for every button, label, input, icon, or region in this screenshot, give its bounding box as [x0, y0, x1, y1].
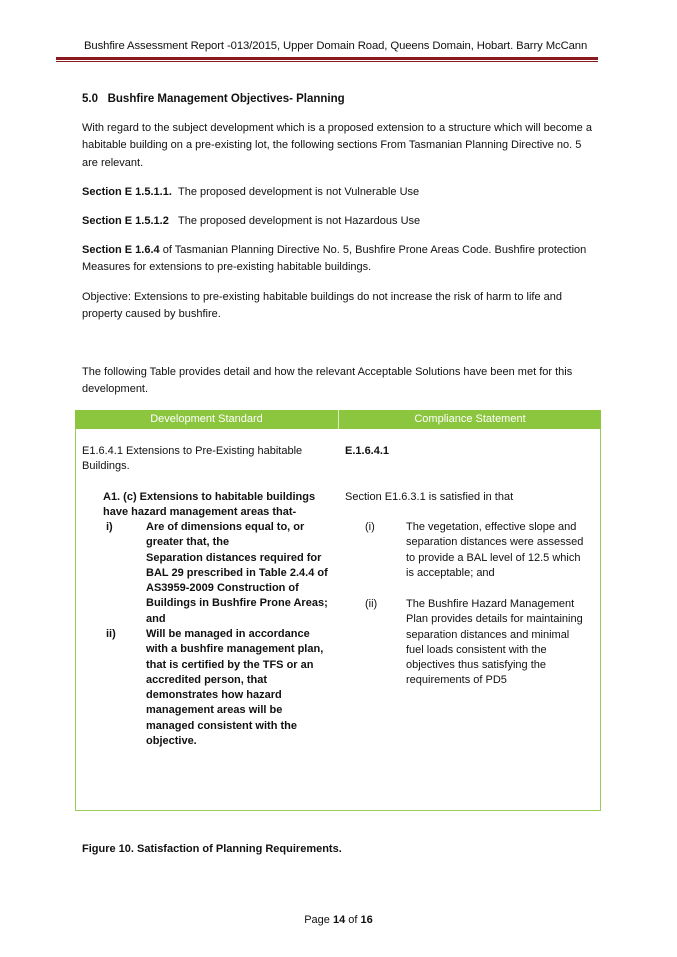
standard-item-ii-line: managed consistent with the	[146, 719, 297, 732]
page-total: 16	[360, 914, 373, 926]
compliance-item-i	[406, 520, 598, 581]
compliance-item-i-number: (i)	[365, 521, 375, 533]
section-e1511-text: The proposed development is not Vulnerable Use	[178, 186, 420, 198]
page-word: Page	[304, 914, 330, 926]
standard-item-ii-line: demonstrates how hazard	[146, 689, 282, 702]
of-word: of	[348, 914, 358, 926]
standard-item-ii-line: accredited person, that	[146, 673, 268, 686]
standard-title-line: Buildings.	[82, 460, 130, 473]
standard-item-ii-number: ii)	[106, 628, 116, 640]
header-rule-thin	[56, 61, 598, 62]
compliance-item-i-line: The vegetation, effective slope and	[406, 521, 577, 533]
section-e1512	[82, 213, 597, 230]
standard-item-i-line: greater that, the	[146, 536, 230, 549]
page-footer	[0, 914, 677, 926]
standard-item-i-line: Separation distances required for	[146, 551, 322, 564]
compliance-item-ii-line: fuel loads consistent with the	[406, 643, 547, 656]
table-header-development-standard: Development Standard	[150, 413, 263, 425]
standard-item-ii	[146, 627, 336, 749]
section-number: 5.0	[82, 93, 98, 105]
section-heading	[82, 93, 345, 105]
standard-item-i-number: i)	[106, 521, 113, 533]
header-rule-thick	[56, 57, 598, 60]
compliance-lead: Section E1.6.3.1 is satisfied in that	[345, 491, 514, 503]
standard-item-i-line: BAL 29 prescribed in Table 2.4.4 of	[146, 566, 328, 579]
compliance-item-ii	[406, 597, 598, 689]
section-e1512-text: The proposed development is not Hazardous Use	[178, 215, 421, 227]
compliance-item-i-line: is acceptable; and	[406, 566, 495, 579]
standard-title-line: E1.6.4.1 Extensions to Pre-Existing habitable	[82, 445, 303, 457]
intro-paragraph: With regard to the subject development which is a proposed extension to a structure which will become a habitable building on a pre-existing lot, the following sections From Tasmanian Planning Directive no. 5 are relevant.	[82, 122, 592, 169]
compliance-item-ii-line: Plan provides details for maintaining	[406, 613, 583, 626]
compliance-item-ii-line: requirements of PD5	[406, 674, 507, 687]
standard-item-i-line: Buildings in Bushfire Prone Areas;	[146, 597, 328, 610]
compliance-item-ii-line: separation distances and minimal	[406, 628, 570, 641]
standard-item-ii-line: objective.	[146, 735, 197, 748]
standard-item-i-line: Are of dimensions equal to, or	[146, 521, 305, 533]
running-header: Bushfire Assessment Report -013/2015, Upper Domain Road, Queens Domain, Hobart. Barry McCann	[84, 40, 588, 52]
section-e164	[82, 242, 597, 277]
standard-item-ii-line: with a bushfire management plan,	[146, 643, 324, 656]
section-e1511	[82, 184, 597, 201]
standard-item-ii-line: that is certified by the TFS or an	[146, 658, 314, 671]
section-e1512-label: Section E 1.5.1.2	[82, 215, 169, 227]
standard-item-i-line: and	[146, 612, 166, 625]
table-header-compliance-statement: Compliance Statement	[414, 413, 526, 425]
compliance-item-ii-line: objectives thus satisfying the	[406, 659, 547, 672]
section-e164-text: of Tasmanian Planning Directive No. 5, Bushfire Prone Areas Code. Bushfire protection Measures for extensions to pre-existing habitable buildings.	[82, 244, 587, 274]
compliance-item-ii-line: The Bushfire Hazard Management	[406, 598, 575, 610]
table-intro-paragraph: The following Table provides detail and how the relevant Acceptable Solutions have been met for this development.	[82, 366, 573, 396]
standard-title	[82, 444, 332, 475]
section-e1511-label: Section E 1.5.1.1.	[82, 186, 172, 198]
compliance-item-ii-number: (ii)	[365, 598, 378, 610]
standard-item-i-line: AS3959-2009 Construction of	[146, 582, 299, 595]
figure-caption: Figure 10. Satisfaction of Planning Requirements.	[82, 843, 342, 855]
standard-item-ii-line: Will be managed in accordance	[146, 628, 310, 640]
page-current: 14	[332, 914, 346, 926]
standard-a1	[103, 490, 338, 521]
standard-a1-line: have hazard management areas that-	[103, 506, 297, 519]
compliance-title: E.1.6.4.1	[345, 445, 390, 457]
compliance-item-i-line: to provide a BAL level of 12.5 which	[406, 551, 581, 564]
objective-paragraph: Objective: Extensions to pre-existing habitable buildings do not increase the risk of harm to life and property caused by bushfire.	[82, 291, 562, 321]
standard-item-i	[146, 520, 336, 627]
standard-a1-line: A1. (c) Extensions to habitable buildings	[103, 491, 316, 503]
compliance-item-i-line: separation distances were assessed	[406, 536, 584, 549]
section-title: Bushfire Management Objectives- Planning	[107, 93, 345, 105]
section-e164-label: Section E 1.6.4	[82, 244, 160, 256]
standard-item-ii-line: management areas will be	[146, 704, 283, 717]
